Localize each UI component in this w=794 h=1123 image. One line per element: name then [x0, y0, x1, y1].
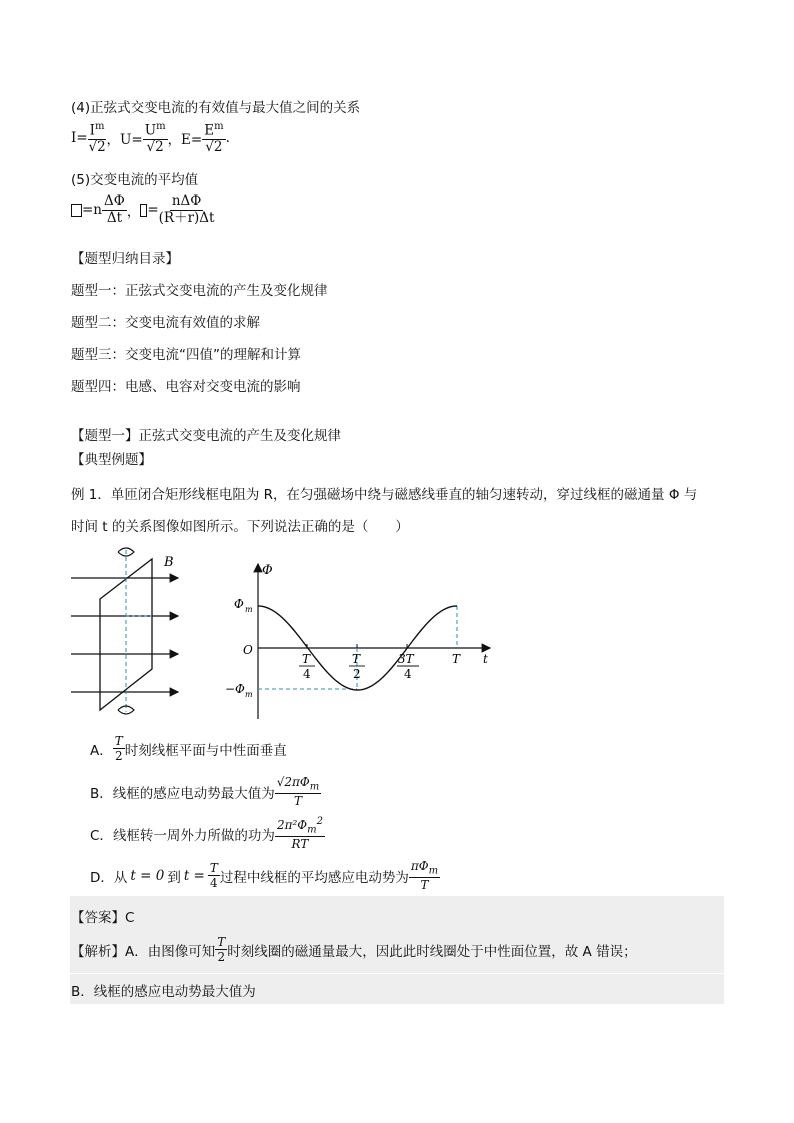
phi-max-label: Φ [234, 597, 244, 611]
option-d-num: T [209, 861, 218, 876]
examples-title: 【典型例题】 [71, 452, 152, 468]
i-num: I [89, 122, 95, 139]
option-c-sup: 2 [316, 816, 323, 827]
e-den: √2 [205, 139, 223, 155]
question-line-1: 例 1．单匝闭合矩形线框电阻为 R，在匀强磁场中绕与磁感线垂直的轴匀速转动，穿过线框的磁通量 Φ 与 [71, 487, 698, 503]
option-c-frac [275, 817, 325, 850]
tick-t2-num: T [352, 652, 361, 666]
flux-time-graph [225, 556, 505, 726]
formula-end: . [225, 130, 230, 147]
option-d-den: 4 [210, 876, 218, 891]
analysis-text: 时刻线圈的磁通量最大，因此此时线圈处于中性面位置，故 A 错误； [227, 943, 637, 960]
option-a-label: A． [90, 742, 113, 759]
option-b[interactable] [90, 776, 321, 807]
option-d-rnum: πΦ [410, 859, 429, 873]
formula-i-lhs: I= [71, 130, 88, 147]
b-field-label: B [164, 555, 174, 570]
i-den: √2 [88, 139, 106, 155]
option-b-label: B． [90, 785, 113, 802]
formula-i-frac [88, 122, 107, 155]
catalog-item-4: 题型四：电感、电容对交变电流的影响 [71, 379, 301, 395]
catalog-item-3: 题型三：交变电流“四值”的理解和计算 [71, 347, 301, 363]
analysis-num: T [217, 935, 226, 949]
option-d-frac [208, 862, 220, 889]
section5-heading: (5)交变电流的平均值 [71, 172, 199, 188]
rotating-frame-figure [66, 542, 206, 727]
avg-i-den: (R＋r)Δt [158, 209, 215, 226]
section4-heading: (4)正弦式交变电流的有效值与最大值之间的关系 [71, 100, 361, 116]
option-a-text: 时刻线框平面与中性面垂直 [124, 742, 287, 759]
i-sub: m [95, 121, 105, 132]
u-den: √2 [146, 139, 164, 155]
avg-e-frac [102, 195, 127, 225]
catalog-title: 【题型归纳目录】 [71, 251, 179, 267]
tick-3t4-num: 3T [398, 652, 414, 666]
option-d-label: D． [90, 869, 114, 886]
avg-e-num: ΔΦ [104, 193, 125, 209]
tick-t2-den: 2 [353, 667, 361, 681]
avg-e-eq: =n [82, 202, 103, 218]
option-d-rden: T [420, 878, 429, 893]
analysis-line-a [71, 936, 637, 963]
catalog-item-2: 题型二：交变电流有效值的求解 [71, 315, 260, 331]
option-b-sub: m [309, 781, 320, 793]
option-a-frac [113, 735, 125, 762]
option-b-num: √2πΦ [276, 775, 310, 789]
analysis-den: 2 [217, 950, 226, 964]
avg-i-frac [159, 195, 215, 225]
option-d[interactable] [90, 860, 440, 891]
formula-u-frac [143, 122, 168, 155]
e-num: E [204, 122, 215, 139]
avg-e-den: Δt [106, 209, 123, 226]
analysis-frac [215, 936, 227, 963]
tick-3t4-den: 4 [404, 667, 412, 681]
t-axis-label: t [483, 652, 488, 666]
phi-max-sub: m [245, 605, 253, 614]
phi-axis-label: Φ [262, 563, 273, 578]
u-num: U [144, 122, 157, 139]
formula-e-frac [202, 122, 225, 155]
tick-t4-den: 4 [303, 667, 311, 681]
option-a[interactable] [90, 735, 287, 762]
option-a-num: T [114, 734, 123, 748]
e-sub: m [214, 121, 224, 132]
option-d-result-frac [409, 860, 440, 891]
option-c-sub: m [307, 824, 317, 836]
option-d-rsub: m [428, 865, 439, 877]
origin-label: O [243, 643, 253, 657]
option-d-to: 到 [167, 869, 181, 886]
neg-phi-max-sub: m [245, 690, 253, 699]
option-c-text: 线框转一周外力所做的功为 [112, 827, 275, 844]
avg-i-eq: = [147, 202, 159, 218]
tick-t4-num: T [302, 652, 311, 666]
tick-t-label: T [452, 652, 461, 666]
option-c[interactable] [90, 817, 325, 850]
avg-i-num: nΔΦ [171, 193, 202, 209]
option-c-num: 2π²Φ [276, 818, 308, 832]
avg-sep: ， [126, 204, 141, 220]
option-d-t: t = [183, 867, 205, 884]
catalog-item-1: 题型一：正弦式交变电流的产生及变化规律 [71, 283, 328, 299]
neg-phi-max-label: −Φ [225, 682, 245, 696]
option-d-text2: 过程中线框的平均感应电动势为 [219, 869, 409, 886]
option-b-den: T [294, 794, 303, 809]
i-bar-symbol [140, 204, 147, 217]
option-b-text: 线框的感应电动势最大值为 [112, 785, 275, 802]
type1-title: 【题型一】正弦式交变电流的产生及变化规律 [71, 428, 341, 444]
option-b-frac [275, 776, 322, 807]
answer-label: 【答案】C [71, 910, 135, 926]
question-line-2: 时间 t 的关系图像如图所示。下列说法正确的是（ ） [71, 519, 409, 535]
average-value-formulas [71, 195, 214, 225]
option-d-t0: t = 0 [130, 867, 165, 884]
option-c-den: RT [291, 837, 309, 852]
formula-u-lhs: ，U= [106, 132, 143, 149]
option-c-label: C． [90, 827, 113, 844]
u-sub: m [156, 121, 166, 132]
option-a-den: 2 [114, 749, 123, 763]
formula-e-lhs: ，E= [167, 132, 203, 149]
option-d-text1: 从 [113, 869, 128, 886]
e-bar-symbol [71, 204, 82, 217]
effective-value-formulas [71, 122, 230, 155]
analysis-label: 【解析】A．由图像可知 [71, 943, 216, 960]
analysis-line-b: B．线框的感应电动势最大值为 [71, 984, 256, 1000]
divider [70, 973, 724, 974]
